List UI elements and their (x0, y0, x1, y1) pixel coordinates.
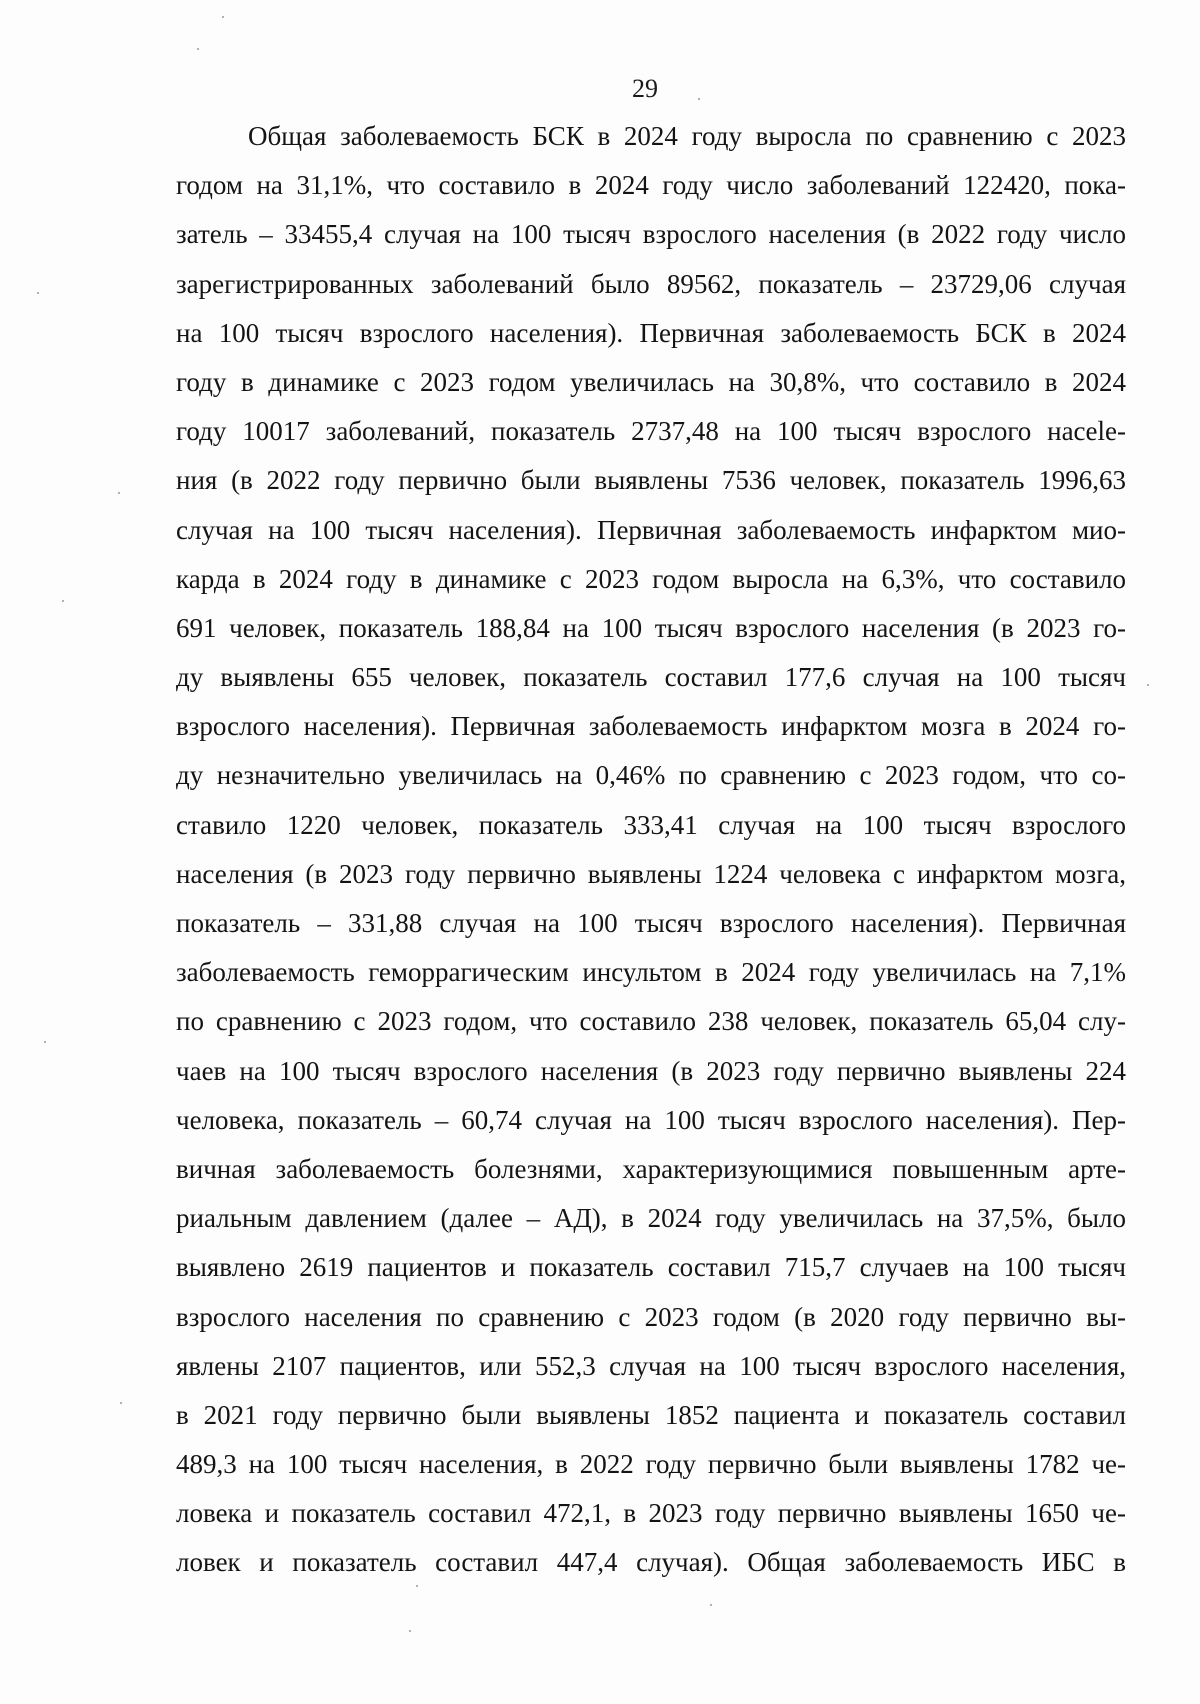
text-line: ния (в 2022 году первично были выявлены 7536 человек, показатель 1996,63 (176, 465, 1126, 496)
text-line: году в динамике с 2023 годом увеличилась на 30,8%, что составило в 2024 (176, 366, 1126, 397)
text-line: человека, показатель – 60,74 случая на 100 тысяч взрослого населения). Пер- (176, 1104, 1126, 1135)
scan-speck (37, 292, 39, 294)
body-paragraph (176, 112, 1126, 1588)
text-line: ловека и показатель составил 472,1, в 2023 году первично выявлены 1650 че- (176, 1498, 1126, 1529)
text-line: Общая заболеваемость БСК в 2024 году выросла по сравнению с 2023 (248, 121, 1126, 151)
scan-speck (62, 600, 64, 602)
text-line: ставило 1220 человек, показатель 333,41 случая на 100 тысяч взрослого (176, 809, 1126, 840)
text-line: взрослого населения по сравнению с 2023 годом (в 2020 году первично вы- (176, 1301, 1126, 1332)
scan-speck (409, 1630, 411, 1632)
text-line: затель – 33455,4 случая на 100 тысяч взрослого населения (в 2022 году число (176, 219, 1126, 250)
text-line: 691 человек, показатель 188,84 на 100 тысяч взрослого населения (в 2023 го- (176, 612, 1126, 643)
text-line: ду выявлены 655 человек, показатель составил 177,6 случая на 100 тысяч (176, 662, 1126, 693)
text-line: выявлено 2619 пациентов и показатель составил 715,7 случаев на 100 тысяч (176, 1252, 1126, 1283)
scan-speck (698, 98, 700, 100)
text-line: зарегистрированных заболеваний было 89562, показатель – 23729,06 случая (176, 268, 1126, 299)
text-line: 489,3 на 100 тысяч населения, в 2022 году первично были выявлены 1782 че- (176, 1449, 1126, 1480)
text-line: населения (в 2023 году первично выявлены 1224 человека с инфарктом мозга, (176, 858, 1126, 889)
scan-speck (1147, 684, 1149, 686)
text-line: году 10017 заболеваний, показатель 2737,48 на 100 тысяч взрослого насele- (176, 416, 1126, 447)
text-line: ду незначительно увеличилась на 0,46% по сравнению с 2023 годом, что со- (176, 760, 1126, 791)
scan-speck (44, 1041, 46, 1043)
text-line: вичная заболеваемость болезнями, характеризующимися повышенным арте- (176, 1153, 1126, 1184)
scan-speck (120, 1402, 122, 1404)
scan-speck (710, 1604, 712, 1606)
text-line: взрослого населения). Первичная заболеваемость инфарктом мозга в 2024 го- (176, 711, 1126, 742)
text-line: показатель – 331,88 случая на 100 тысяч взрослого населения). Первичная (176, 908, 1126, 938)
scan-speck (118, 492, 120, 494)
text-line: чаев на 100 тысяч взрослого населения (в 2023 году первично выявлены 224 (176, 1055, 1126, 1086)
text-line: в 2021 году первично были выявлены 1852 пациента и показатель составил (176, 1399, 1126, 1430)
scan-speck (416, 1585, 418, 1587)
text-line: по сравнению с 2023 годом, что составило 238 человек, показатель 65,04 слу- (176, 1006, 1126, 1037)
text-line: ловек и показатель составил 447,4 случая). Общая заболеваемость ИБС в (176, 1547, 1126, 1578)
text-line: заболеваемость геморрагическим инсультом в 2024 году увеличилась на 7,1% (176, 957, 1126, 988)
scan-speck (222, 16, 224, 18)
text-line: риальным давлением (далее – АД), в 2024 году увеличилась на 37,5%, было (176, 1203, 1126, 1234)
text-line: случая на 100 тысяч населения). Первичная заболеваемость инфарктом мио- (176, 514, 1126, 545)
text-line: годом на 31,1%, что составило в 2024 году число заболеваний 122420, пока- (176, 170, 1126, 201)
page-number: 29 (632, 74, 658, 103)
text-line: карда в 2024 году в динамике с 2023 годом выросла на 6,3%, что составило (176, 563, 1126, 594)
text-line: на 100 тысяч взрослого населения). Первичная заболеваемость БСК в 2024 (176, 317, 1126, 348)
scan-speck (197, 48, 199, 50)
text-line: явлены 2107 пациентов, или 552,3 случая на 100 тысяч взрослого населения, (176, 1350, 1126, 1381)
